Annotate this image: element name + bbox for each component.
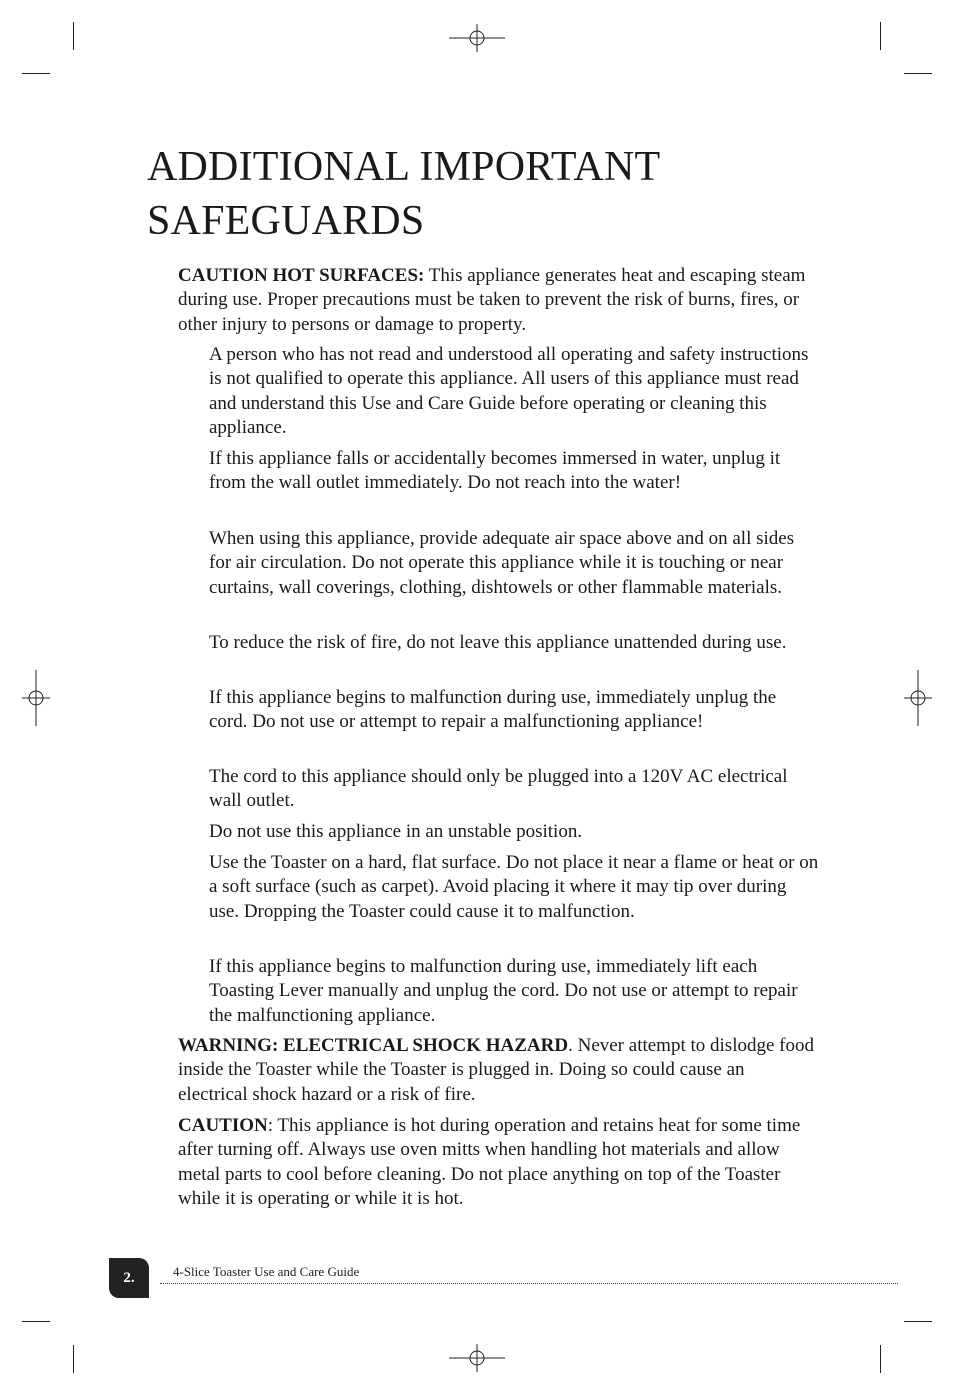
warning-shock-paragraph xyxy=(178,1034,818,1107)
page-number-badge: 2. xyxy=(109,1258,149,1298)
crop-mark xyxy=(22,73,50,74)
registration-mark-icon xyxy=(449,1344,505,1372)
safeguard-item: A person who has not read and understood all operating and safety instructions is not qualified to operate this appliance. All users of this appliance must read and understand this Use and Care Guide before operating or cleaning this appliance. xyxy=(209,344,809,439)
registration-mark-icon xyxy=(904,670,932,726)
title-line-1: ADDITIONAL IMPORTANT xyxy=(147,144,661,190)
page-title xyxy=(147,140,660,248)
warning-shock-label: WARNING: ELECTRICAL SHOCK HAZARD xyxy=(178,1035,569,1056)
crop-mark xyxy=(880,1345,881,1373)
crop-mark xyxy=(904,73,932,74)
registration-mark-icon xyxy=(449,24,505,52)
registration-mark-icon xyxy=(22,670,50,726)
caution-label: CAUTION xyxy=(178,1115,268,1136)
caution-hot-paragraph xyxy=(178,1114,820,1212)
crop-mark xyxy=(73,22,74,50)
safeguard-item: When using this appliance, provide adequate air space above and on all sides for air circulation. Do not operate this appliance while it is touching or near curtains, wall coverings, clothing, dishtowels or other flammable materials. xyxy=(209,528,795,598)
footer-guide-title: 4-Slice Toaster Use and Care Guide xyxy=(173,1264,360,1279)
crop-mark xyxy=(73,1345,74,1373)
safeguard-item: If this appliance begins to malfunction during use, immediately lift each Toasting Lever manually and unplug the cord. Do not use or attempt to repair the malfunctioning appliance. xyxy=(209,956,798,1026)
crop-mark xyxy=(880,22,881,50)
caution-hot-surfaces-paragraph xyxy=(178,264,818,337)
crop-mark xyxy=(904,1321,932,1322)
safeguard-item: To reduce the risk of fire, do not leave this appliance unattended during use. xyxy=(209,632,787,653)
caution-hot-surfaces-text: This appliance generates heat and escaping steam during use. Proper precautions must be taken to prevent the risk of burns, fires, or other injury to persons or damage to property. xyxy=(178,265,806,335)
warning-shock-text: . Never attempt to dislodge food inside the Toaster while the Toaster is plugged in. Doing so could cause an electrical shock hazard or a risk of fire. xyxy=(178,1035,814,1105)
safeguard-item: If this appliance begins to malfunction during use, immediately unplug the cord. Do not use or attempt to repair a malfunctioning appliance! xyxy=(209,687,777,733)
caution-hot-surfaces-label: CAUTION HOT SURFACES: xyxy=(178,265,425,286)
safeguard-item: Do not use this appliance in an unstable position. xyxy=(209,821,583,842)
safeguard-item: The cord to this appliance should only be plugged into a 120V AC electrical wall outlet. xyxy=(209,766,788,812)
safeguard-item: Use the Toaster on a hard, flat surface. Do not place it near a flame or heat or on a soft surface (such as carpet). Avoid placing it where it may tip over during use. Dropping the Toaster could cause it to malfunction. xyxy=(209,852,819,922)
crop-mark xyxy=(22,1321,50,1322)
safeguard-item: If this appliance falls or accidentally becomes immersed in water, unplug it from the wall outlet immediately. Do not reach into the water! xyxy=(209,448,781,494)
footer-dotted-rule xyxy=(160,1283,898,1284)
caution-text: : This appliance is hot during operation and retains heat for some time after turning off. Always use oven mitts when handling hot materials and allow metal parts to cool before cleaning. Do not place anything on top of the Toaster while it is operating or while it is hot. xyxy=(178,1115,801,1210)
title-line-2: SAFEGUARDS xyxy=(147,198,425,244)
